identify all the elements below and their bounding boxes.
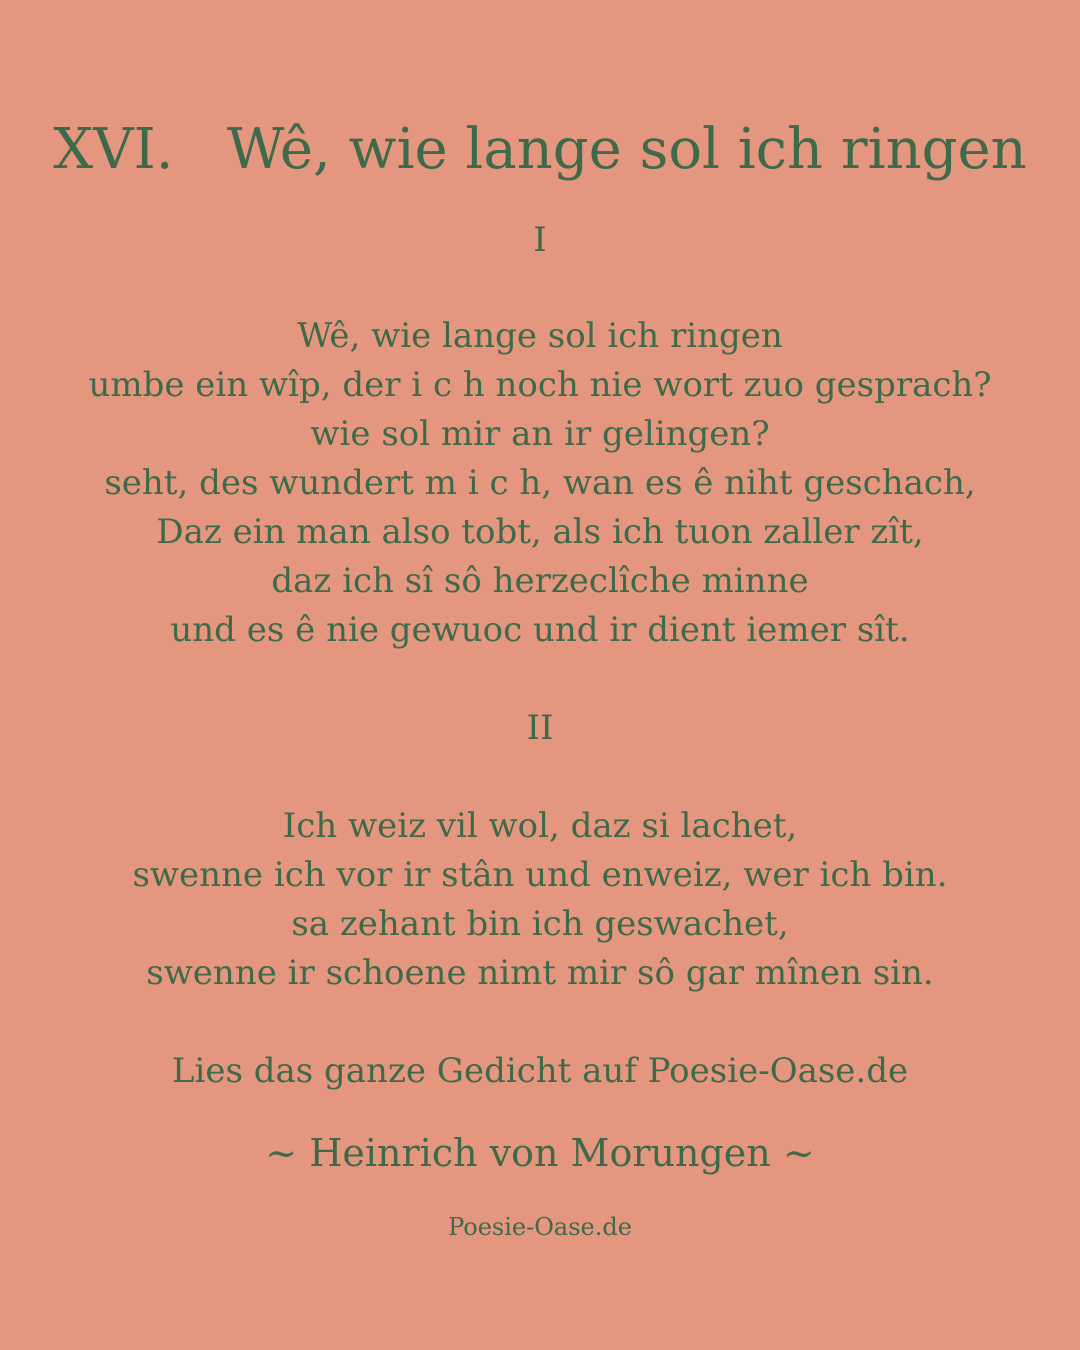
verse-line: swenne ir schoene nimt mir sô gar mînen sin. [146,953,934,993]
stanza-1 [0,312,1080,655]
author-name: ~ Heinrich von Morungen ~ [265,1131,815,1175]
verse-line: Ich weiz vil wol, daz si lachet, [282,806,798,846]
verse-line: Wê, wie lange sol ich ringen [297,316,783,356]
verse-line: und es ê nie gewuoc und ir dient iemer sît. [170,610,910,650]
verse-line: umbe ein wîp, der i c h noch nie wort zuo gesprach? [88,365,992,405]
verse-line: seht, des wundert m i c h, wan es ê niht geschach, [104,463,976,503]
verse-line: sa zehant bin ich geswachet, [291,904,789,944]
verse-line: daz ich sî sô herzeclîche minne [271,561,809,601]
site-watermark: Poesie-Oase.de [448,1213,632,1241]
poem-title: XVI. Wê, wie lange sol ich ringen [53,117,1027,182]
read-more-text: Lies das ganze Gedicht auf Poesie-Oase.de [171,1051,909,1091]
stanza-number-2: II [526,708,554,748]
verse-line: wie sol mir an ir gelingen? [310,414,770,454]
stanza-2 [0,802,1080,998]
verse-line: Daz ein man also tobt, als ich tuon zaller zît, [156,512,924,552]
stanza-number-1: I [533,220,547,260]
verse-line: swenne ich vor ir stân und enweiz, wer ich bin. [132,855,948,895]
